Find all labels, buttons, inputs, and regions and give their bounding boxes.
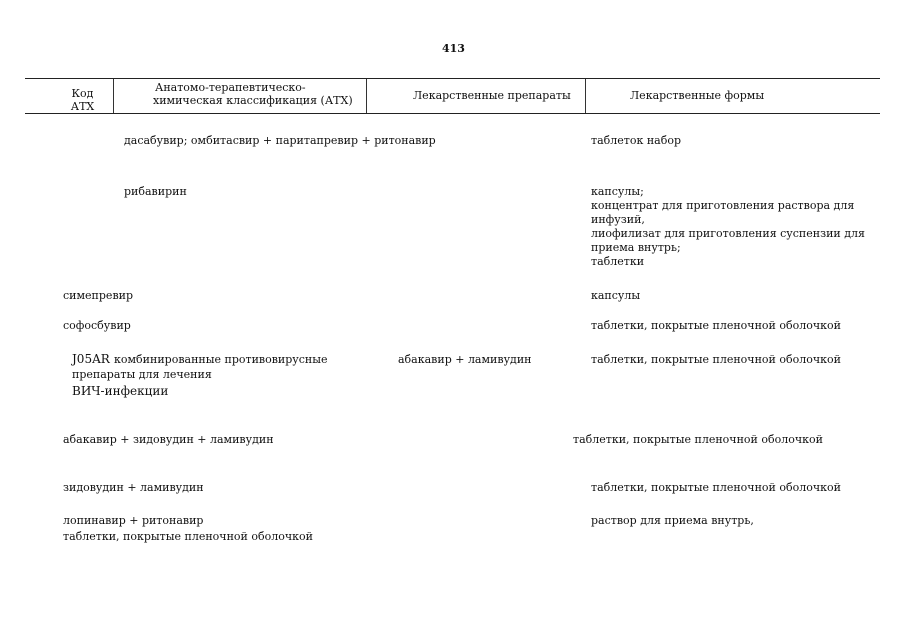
header-drugs: Лекарственные препараты [413, 89, 571, 102]
dosage-forms-list: капсулы; концентрат для приготовления раствора для инфузий, лиофилизат для приготовления суспензии для приема внутрь; таблетки [591, 185, 865, 268]
drug-name: абакавир + зидовудин + ламивудин [63, 433, 274, 446]
drug-name: симепревир [63, 289, 134, 302]
drug-name: лопинавир + ритонавир [63, 514, 204, 527]
dosage-form: таблетки, покрытые пленочной оболочкой [63, 530, 313, 543]
dosage-form: таблетки, покрытые пленочной оболочкой [591, 319, 841, 332]
column-divider [113, 79, 114, 113]
page-number: 413 [442, 42, 465, 55]
dosage-form: раствор для приема внутрь, [591, 514, 754, 527]
drug-name: рибавирин [124, 185, 187, 198]
column-divider [366, 79, 367, 113]
header-atx-classification: Анатомо-терапевтическо- химическая классификация (АТХ) [153, 81, 353, 107]
table-header-bottom-rule [25, 113, 880, 114]
header-atx-code: Код АТХ [70, 87, 95, 113]
header-dosage-forms: Лекарственные формы [630, 89, 765, 102]
atx-class-line: ВИЧ-инфекции [72, 384, 169, 398]
dosage-form: таблетки, покрытые пленочной оболочкой [573, 433, 823, 446]
atx-code: J05AR [72, 352, 110, 366]
table-top-rule [25, 78, 880, 79]
dosage-form: таблетки, покрытые пленочной оболочкой [591, 481, 841, 494]
dosage-form: таблетки, покрытые пленочной оболочкой [591, 353, 841, 366]
drug-name: дасабувир; омбитасвир + паритапревир + ритонавир [124, 134, 436, 147]
dosage-form: капсулы [591, 289, 641, 302]
atx-class-line: комбинированные противовирусные [114, 353, 328, 366]
dosage-form: таблеток набор [591, 134, 682, 147]
column-divider [585, 79, 586, 113]
atx-class-line: препараты для лечения [72, 368, 212, 381]
drug-name: софосбувир [63, 319, 131, 332]
drug-name: абакавир + ламивудин [398, 353, 532, 366]
drug-name: зидовудин + ламивудин [63, 481, 204, 494]
